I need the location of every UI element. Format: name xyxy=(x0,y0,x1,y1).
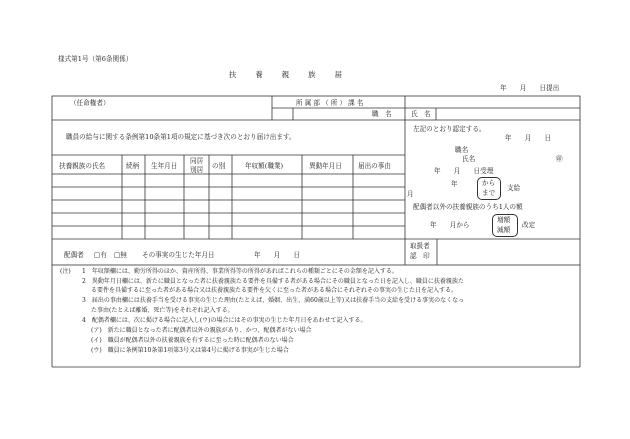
spouse-yes-checkbox[interactable]: □有 xyxy=(94,251,107,259)
payment-text: 支給 xyxy=(507,184,521,192)
seal-mark: ㊞ xyxy=(556,155,563,163)
page-title: 扶養親族届 xyxy=(229,70,361,79)
appointer-label: （任命権者） xyxy=(70,99,110,107)
handler-label: 取扱者 xyxy=(410,242,430,250)
payment-month: 月 xyxy=(407,190,414,198)
header-change-date: 異動年月日 xyxy=(309,162,342,170)
note-1: 1 年収額欄には、勤労所得のほか、資産所得、事業所得等の所得があればこれらの種類ごとにその金額を記入する。 xyxy=(82,268,398,275)
department-label: 所 属 部 （ 所 ） 課 名 xyxy=(296,99,364,107)
until-text: まで xyxy=(482,189,496,197)
approval-label: 認 印 xyxy=(410,252,430,260)
revision-text: 改定 xyxy=(522,221,536,229)
name-label: 氏 名 xyxy=(411,110,431,118)
from-text: から xyxy=(482,179,496,187)
header-relationship: 続柄 xyxy=(126,162,140,170)
position-label: 職 名 xyxy=(372,110,392,118)
header-dependent-name: 扶養親族の氏名 xyxy=(59,162,106,170)
spouse-date-fields: 年 月 日 xyxy=(254,251,301,259)
received-date: 年 月 日受理 xyxy=(434,167,494,175)
statement-text: 職員の給与に関する条例第10条第1項の規定に基づき次のとおり届け出ます。 xyxy=(66,133,296,141)
certifier-title: 職名 xyxy=(455,146,469,154)
header-separate: 別居 xyxy=(190,166,204,174)
certification-heading: 左記のとおり認定する。 xyxy=(413,125,486,133)
note-2: 2 異動年月日欄には、新たに職員となった者に扶養親族たる要件を具備する者がある場合にその職員となった日を記入し、職員に扶養親族た xyxy=(82,278,464,285)
header-reason: 届出の事由 xyxy=(358,162,391,170)
spouse-label: 配偶者 xyxy=(64,251,84,259)
revision-from: 年 月から xyxy=(430,221,470,229)
notes-label: (注) xyxy=(60,268,71,275)
spouse-date-label: その事実の生じた年月日 xyxy=(142,251,215,259)
increase-text: 増額 xyxy=(497,216,511,224)
certification-date: 年 月 日 xyxy=(505,134,552,142)
form-number: 様式第1号（第6条関係） xyxy=(58,55,133,63)
header-cohabiting: 同居 xyxy=(190,157,204,165)
decrease-text: 減額 xyxy=(497,226,511,234)
header-birth-date: 生年月日 xyxy=(151,162,178,170)
non-spouse-amount: 配偶者以外の扶養親族のうち1人の額 xyxy=(413,203,523,211)
header-distinction: の別 xyxy=(212,162,226,170)
header-annual-income: 年収額(職業) xyxy=(245,162,284,170)
note-4-b: (イ) 職員が配偶者以外の扶養親族を有するに至った時に配偶者のない場合 xyxy=(91,337,294,344)
note-2-cont: る要件を具備するに至った者がある場合又は扶養親族たる要件を欠くに至った者がある場合にそれぞれその事実の生じた日を記入する。 xyxy=(91,287,458,294)
note-4-a: (ア) 新たに職員となった者に配偶者以外の親族があり、かつ、配偶者がない場合 xyxy=(91,327,312,334)
note-3: 3 届出の事由欄には扶養手当を受ける事実の生じた理由(たとえば、婚姻、出生、満60歳以上等)又は扶養手当の支給を受ける事実のなくなっ xyxy=(82,297,465,304)
payment-year: 年 xyxy=(451,180,458,188)
note-4: 4 配偶者欄には、次に掲げる場合に記入し(ウ)の場合にはその事実の生じた年月日をあわせて記入する。 xyxy=(82,317,367,324)
note-3-cont: た事由(たとえば離婚、死亡等)をそれぞれ記入する。 xyxy=(91,307,234,314)
certifier-name: 氏名 xyxy=(462,155,476,163)
spouse-no-checkbox[interactable]: □無 xyxy=(114,251,127,259)
submission-date: 年 月 日提出 xyxy=(500,84,560,92)
note-4-c: (ウ) 職員に条例第10条第1項第3号又は第4号に掲げる事実が生じた場合 xyxy=(91,347,289,354)
